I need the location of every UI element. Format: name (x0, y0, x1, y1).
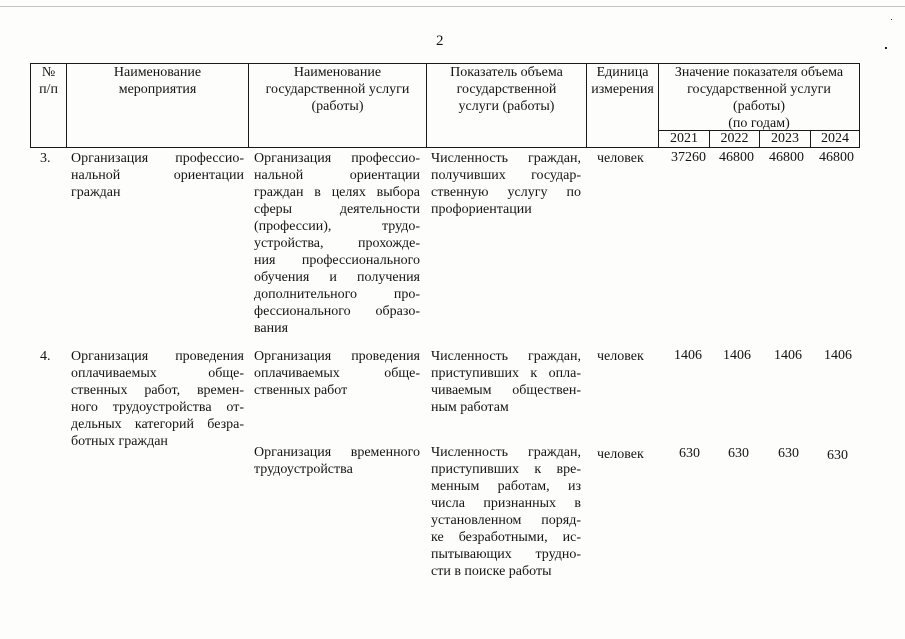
value-2021: 1406 (674, 348, 702, 363)
value-2021: 630 (679, 446, 700, 461)
row-number: 4. (40, 349, 51, 364)
header-year-2021: 2021 (670, 131, 698, 146)
value-2024: 46800 (819, 150, 854, 165)
row-event: Организация проведения оплачиваемых обще- ственных работ, времен- ного трудоустройства от- дельных категорий безра- ботных граждан (71, 349, 244, 449)
scan-speck (885, 47, 887, 49)
row-unit: человек (597, 349, 644, 364)
row-indicator: Численность граждан, приступивших к вре- менным работам, из числа признанных в установленном поряд- ке безработными, ис- пытывающих трудно- сти в поиске работы (431, 445, 581, 579)
row-service: Организация проведения оплачиваемых обще- ственных работ (254, 349, 420, 398)
row-event: Организация профессио- нальной ориентации граждан (71, 151, 244, 200)
value-2022: 1406 (723, 348, 751, 363)
row-unit: человек (597, 151, 644, 166)
scan-edge-line (0, 6, 905, 7)
row-service: Организация временного трудоустройства (254, 445, 420, 477)
row-indicator: Численность граждан, получивших государ- ственную услугу по профориентации (431, 151, 581, 217)
header-num: № п/п (39, 65, 58, 97)
page-number: 2 (436, 33, 444, 49)
header-unit: Единица измерения (591, 65, 654, 97)
row-service: Организация профессио- нальной ориентации граждан в целях выбора сферы деятельности (профессии), трудо- устройства, прохожде- ния профессионального обучения и получения дополнительного про- фессионального образо- вания (254, 151, 420, 336)
row-number: 3. (40, 151, 51, 166)
header-indicator: Показатель объема государственной услуги (работы) (450, 65, 563, 114)
value-2022: 46800 (719, 150, 754, 165)
header-year-2024: 2024 (821, 131, 849, 146)
header-event: Наименование мероприятия (113, 65, 202, 97)
header-year-2022: 2022 (720, 131, 749, 146)
row-indicator: Численность граждан, приступивших к опла- чиваемым обществен- ным работам (431, 349, 581, 415)
value-2024: 1406 (824, 348, 852, 363)
value-2021: 37260 (671, 150, 706, 165)
value-2023: 630 (778, 446, 799, 461)
row-unit: человек (597, 447, 644, 462)
header-service: Наименование государственной услуги (работы) (265, 65, 410, 114)
value-2024: 630 (827, 448, 848, 463)
header-value: Значение показателя объема государственной услуги (работы) (по годам) (674, 65, 844, 131)
value-2023: 46800 (769, 150, 804, 165)
scan-speck (891, 19, 892, 20)
header-year-2023: 2023 (771, 131, 799, 146)
value-2022: 630 (728, 446, 749, 461)
value-2023: 1406 (774, 348, 802, 363)
